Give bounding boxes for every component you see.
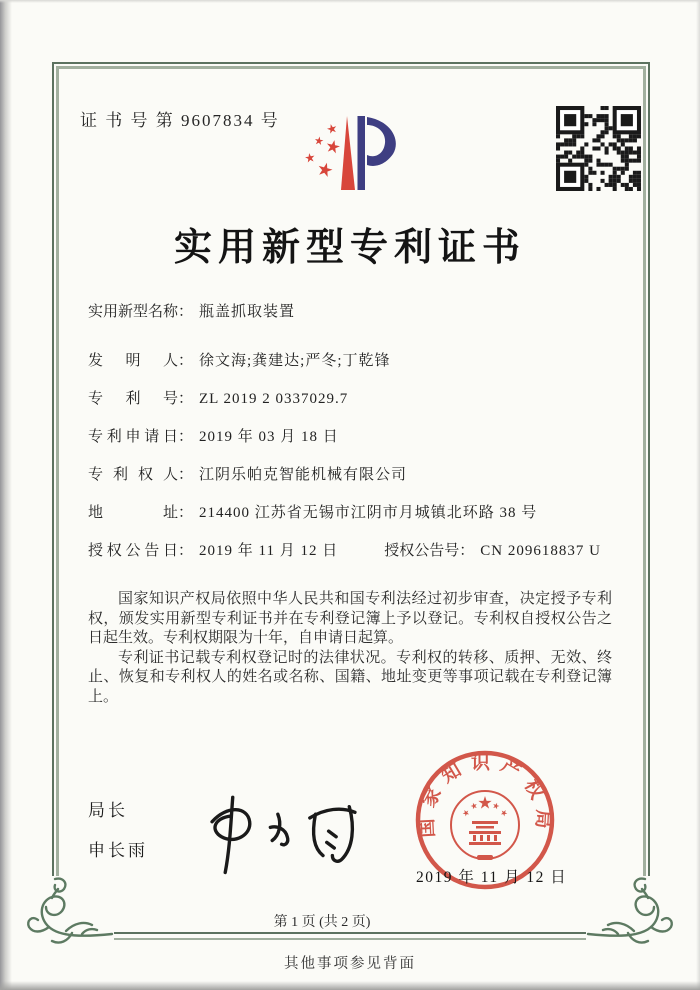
field-list <box>88 300 628 577</box>
certificate-title: 实用新型专利证书 <box>173 227 526 269</box>
field-value: 2019 年 11 月 12 日 <box>199 543 339 559</box>
qr-code <box>556 106 641 191</box>
field-label: 专利申请日 <box>88 429 178 445</box>
field-label: 地址 <box>88 505 178 521</box>
seal-date: 2019 年 11 月 12 日 <box>416 869 568 886</box>
page-edge-shadow-left <box>0 0 12 990</box>
body-paragraph-1: 国家知识产权局依照中华人民共和国专利法经过初步审查，决定授予专利权，颁发实用新型专利证书并在专利登记簿上予以登记。专利权自授权公告之日起生效。专利权期限为十年，自申请日起算。 <box>88 591 612 646</box>
field-row-patent-number <box>88 387 628 407</box>
field-label: 专利权人 <box>88 467 178 483</box>
frame-bottom-rule <box>104 932 596 940</box>
field-label: 实用新型名称 <box>88 304 179 320</box>
colon: ： <box>178 353 194 369</box>
director-block <box>88 796 148 876</box>
page-edge-shadow-bottom <box>0 981 700 990</box>
colon: ： <box>178 304 194 320</box>
field-label-2: 授权公告号 <box>384 543 460 559</box>
field-value: 江阴乐帕克智能机械有限公司 <box>199 467 408 483</box>
body-text <box>88 590 612 707</box>
svg-text:国家知识产权局 <box>415 751 554 839</box>
field-label: 授权公告日 <box>88 543 178 559</box>
field-label: 发明人 <box>88 353 178 369</box>
field-row-inventors <box>88 349 628 369</box>
certificate-number: 证 书 号 第 9607834 号 <box>80 111 280 130</box>
page-edge-shadow-top <box>0 0 700 3</box>
colon: ： <box>178 429 194 445</box>
director-name: 申长雨 <box>88 841 148 860</box>
director-signature-icon <box>196 786 371 880</box>
body-paragraph-2: 专利证书记载专利权登记时的法律状况。专利权的转移、质押、无效、终止、恢复和专利权人的姓名或名称、国籍、地址变更等事项记载在专利登记簿上。 <box>88 649 612 705</box>
field-row-filing-date <box>88 425 628 445</box>
director-title: 局长 <box>88 801 128 820</box>
field-value-2: CN 209618837 U <box>480 543 601 559</box>
back-note: 其他事项参见背面 <box>284 956 416 972</box>
colon: ： <box>178 505 194 521</box>
field-row-address <box>88 501 628 521</box>
colon: ： <box>459 543 475 559</box>
field-row-grant <box>88 539 628 559</box>
field-value: 2019 年 03 月 18 日 <box>199 429 339 445</box>
field-value: 瓶盖抓取装置 <box>199 304 296 320</box>
colon: ： <box>178 467 194 483</box>
page-edge-shadow-right <box>696 0 700 990</box>
field-row-name <box>88 300 628 320</box>
cnipa-logo-icon <box>288 104 408 199</box>
colon: ： <box>178 391 194 407</box>
page-number: 第 1 页 (共 2 页) <box>273 915 371 930</box>
field-value: 214400 江苏省无锡市江阴市月城镇北环路 38 号 <box>199 505 538 521</box>
colon: ： <box>178 543 194 559</box>
field-value: 徐文海;龚建达;严冬;丁乾锋 <box>199 353 391 369</box>
field-label: 专利号 <box>88 391 178 407</box>
corner-flourish-right-icon <box>586 876 678 946</box>
seal-text: 国家知识产权局 <box>416 752 554 839</box>
field-value: ZL 2019 2 0337029.7 <box>199 391 349 407</box>
field-row-patentee <box>88 463 628 483</box>
